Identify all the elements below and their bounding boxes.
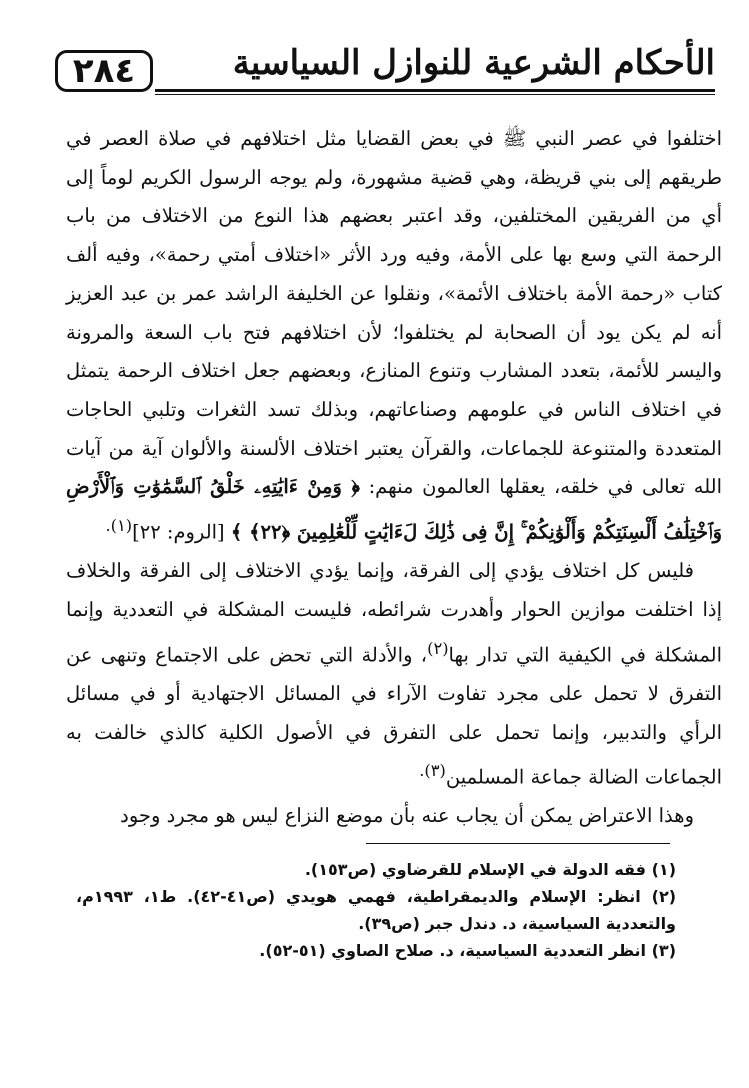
footnote-2: (٢) انظر: الإسلام والديمقراطية، فهمي هويدي (ص٤١-٤٢). ط١، ١٩٩٣م، والتعددية السياسية، د. دندل جبر (ص٣٩). — [76, 887, 677, 933]
paragraph-1-text: اختلفوا في عصر النبي ﷺ في بعض القضايا مثل اختلافهم في صلاة العصر في طريقهم إلى بني قريظة، وهي قضية مشهورة، ولم يوجه الرسول الكريم لوماً إلى أي من الفريقين المختلفين، وقد اعتبر بعضهم هذا النوع من الاختلاف من باب الرحمة التي وسع بها على الأمة، وفيه ورد الأثر «اختلاف أمتي رحمة»، وفيه ألف كتاب «رحمة الأمة باختلاف الأئمة»، ونقلوا عن الخليفة الراشد عمر بن عبد العزيز أنه لم يكن يود أن الصحابة لم يختلفوا؛ لأن اختلافهم فتح باب السعة والمرونة واليسر للأئمة، بتعدد المشارب وتنوع المنازع، وبعضهم جعل اختلاف الرحمة يتمثل في اختلاف الناس في علومهم وصناعاتهم، وبذلك تسد الثغرات وتلبي الحاجات المتعددة والمتنوعة للجماعات، والقرآن يعتبر اختلاف الألسنة والألوان آية من آيات الله تعالى في خلقه، يعقلها العالمون منهم: — [66, 127, 723, 499]
footnote-ref-3: (٣). — [419, 761, 446, 781]
paragraph-2 — [66, 552, 722, 797]
paragraph-3: وهذا الاعتراض يمكن أن يجاب عنه بأن موضع النزاع ليس هو مجرد وجود — [120, 804, 694, 828]
paragraph-2-text-a: فليس كل اختلاف يؤدي إلى الفرقة، وإنما يؤدي الاختلاف إلى الفرقة والخلاف إذا اختلفت موازين الحوار وأهدرت شرائطه، فليست المشكلة في التعددية وإنما المشكلة في الكيفية التي تدار بها — [66, 559, 722, 667]
main-text — [66, 120, 722, 836]
footnotes — [76, 856, 676, 964]
footnote-1: (١) فقه الدولة في الإسلام للقرضاوي (ص١٥٣). — [304, 860, 676, 879]
paragraph-2-text-b: ، والأدلة التي تحض على الاجتماع وتنهى عن التفرق لا تحمل على مجرد تفاوت الآراء في المسائل الاجتهادية أو في مسائل الرأي والتدبير، وإنما تحمل على التفرق في الأصول الكلية كالذي خالفت به الجماعات الضالة جماعة المسلمين — [66, 643, 722, 789]
page-header — [55, 42, 715, 98]
book-title: الأحكام الشرعية للنوازل السياسية — [232, 43, 715, 83]
page-number: ٢٨٤ — [55, 50, 153, 92]
footnote-separator — [366, 843, 670, 844]
header-rule-thick — [155, 89, 715, 92]
paragraph-1 — [66, 120, 722, 552]
footnote-3: (٣) انظر التعددية السياسية، د. صلاح الصاوي (٥١-٥٢). — [259, 941, 676, 960]
quran-verse: ﴿ وَمِنْ ءَايَٰتِهِۦ خَلْقُ ٱلسَّمَٰوَٰتِ وَٱلْأَرْضِ وَٱخْتِلَٰفُ أَلْسِنَتِكُمْ وَأَلْوَٰنِكُمْ ۚ إِنَّ فِى ذَٰلِكَ لَءَايَٰتٍ لِّلْعَٰلِمِينَ ﴿٢٢﴾ ﴾ — [66, 475, 722, 544]
footnote-ref-1: (١). — [105, 516, 133, 536]
footnote-ref-2: (٢) — [427, 638, 449, 658]
header-rule-thin — [155, 94, 715, 95]
quran-reference: [الروم: ٢٢] — [132, 520, 225, 544]
